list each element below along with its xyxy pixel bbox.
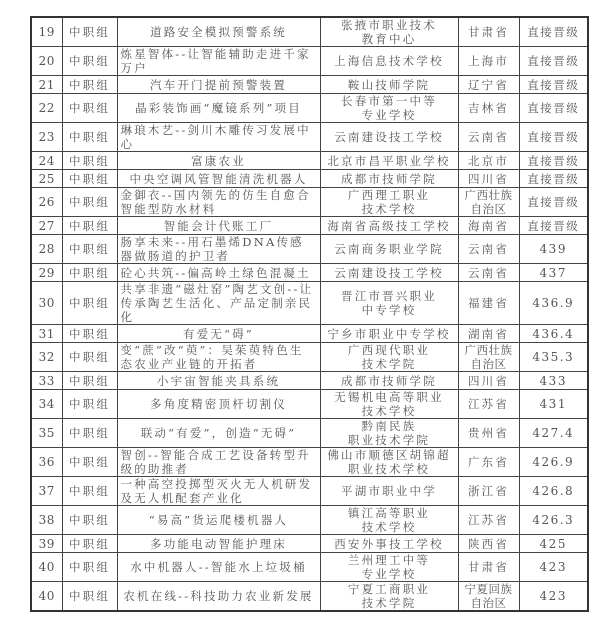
province-name-line: 浙江省 <box>467 484 510 498</box>
school-name-line: 教育中心 <box>361 32 417 46</box>
result-cell: 直接晋级 <box>519 47 588 76</box>
province-name-line: 贵州省 <box>467 426 510 440</box>
result-cell: 435.3 <box>519 343 588 372</box>
province-name-line: 自治区 <box>470 357 507 371</box>
project-name-cell: 小宇宙智能夹具系统 <box>117 372 320 390</box>
group-cell: 中职组 <box>62 325 117 343</box>
province-cell <box>458 582 519 612</box>
table-row <box>31 419 588 448</box>
school-cell <box>320 506 458 535</box>
group-cell: 中职组 <box>62 535 117 553</box>
school-name-line: 黔南民族 <box>361 419 417 433</box>
result-cell: 426.8 <box>519 477 588 506</box>
group-cell: 中职组 <box>62 264 117 282</box>
school-cell <box>320 94 458 123</box>
rank-cell: 39 <box>31 535 62 553</box>
group-cell: 中职组 <box>62 390 117 419</box>
result-cell: 436.4 <box>519 325 588 343</box>
school-cell <box>320 325 458 343</box>
group-cell: 中职组 <box>62 152 117 170</box>
result-cell: 437 <box>519 264 588 282</box>
result-cell: 直接晋级 <box>519 76 588 94</box>
province-name-line: 北京市 <box>467 153 510 168</box>
result-cell: 425 <box>519 535 588 553</box>
province-cell <box>458 372 519 390</box>
result-cell: 426.9 <box>519 448 588 477</box>
province-cell <box>458 419 519 448</box>
project-name-cell: 多功能电动智能护理床 <box>117 535 320 553</box>
rank-cell: 20 <box>31 47 62 76</box>
school-name-line: 技术学校 <box>361 202 417 216</box>
result-cell: 431 <box>519 390 588 419</box>
table-row <box>31 282 588 325</box>
school-name-line: 兰州理工中等 <box>347 553 431 567</box>
province-name-line: 四川省 <box>467 373 510 388</box>
school-name-line: 晋江市晋兴职业 <box>341 289 437 303</box>
school-name-line: 成都市技师学院 <box>341 373 437 388</box>
rank-cell: 36 <box>31 448 62 477</box>
rank-cell: 23 <box>31 123 62 152</box>
rank-cell: 32 <box>31 343 62 372</box>
group-cell: 中职组 <box>62 477 117 506</box>
table-row <box>31 477 588 506</box>
province-name-line: 江苏省 <box>467 513 510 527</box>
school-cell <box>320 170 458 188</box>
province-cell <box>458 448 519 477</box>
province-name-line: 广东省 <box>467 455 510 469</box>
project-name-cell: 中央空调风管智能清洗机器人 <box>117 170 320 188</box>
result-cell: 423 <box>519 582 588 612</box>
school-cell <box>320 123 458 152</box>
school-name-line: 中专学校 <box>361 303 417 317</box>
school-name-line: 云南建设技工学校 <box>334 265 444 280</box>
table-row <box>31 76 588 94</box>
school-name-line: 宁夏工商职业 <box>347 582 431 596</box>
project-name-cell: 富康农业 <box>117 152 320 170</box>
table-row <box>31 448 588 477</box>
school-name-line: 宁乡市职业中专学校 <box>327 326 451 341</box>
rank-cell: 27 <box>31 217 62 235</box>
group-cell: 中职组 <box>62 419 117 448</box>
rank-cell: 24 <box>31 152 62 170</box>
school-name-line: 张掖市职业技术 <box>341 18 437 32</box>
province-name-line: 自治区 <box>470 596 507 610</box>
rank-cell: 30 <box>31 282 62 325</box>
table-row <box>31 235 588 264</box>
school-cell <box>320 264 458 282</box>
province-name-line: 上海市 <box>467 54 510 68</box>
province-name-line: 云南省 <box>467 265 510 280</box>
rank-cell: 34 <box>31 390 62 419</box>
project-name-cell: 智创--智能合成工艺设备转型升级的助推者 <box>117 448 320 477</box>
result-cell: 直接晋级 <box>519 94 588 123</box>
school-name-line: 职业技术学校 <box>347 462 431 476</box>
table-row <box>31 506 588 535</box>
table-row <box>31 152 588 170</box>
province-cell <box>458 94 519 123</box>
province-cell <box>458 76 519 94</box>
school-name-line: 技术学院 <box>361 596 417 610</box>
ranking-table <box>30 16 589 612</box>
school-name-line: 平湖市职业中学 <box>341 484 437 498</box>
school-name-line: 北京市昌平职业学校 <box>327 153 451 168</box>
project-name-cell: 汽车开门提前预警装置 <box>117 76 320 94</box>
project-name-cell: 水中机器人--智能水上垃圾桶 <box>117 553 320 582</box>
result-cell: 427.4 <box>519 419 588 448</box>
school-cell <box>320 535 458 553</box>
result-cell: 426.3 <box>519 506 588 535</box>
province-cell <box>458 282 519 325</box>
table-row <box>31 325 588 343</box>
rank-cell: 40 <box>31 553 62 582</box>
school-cell <box>320 47 458 76</box>
province-cell <box>458 235 519 264</box>
result-cell: 直接晋级 <box>519 170 588 188</box>
project-name-cell: 炼星智体--让智能辅助走进千家万户 <box>117 47 320 76</box>
group-cell: 中职组 <box>62 94 117 123</box>
table-row <box>31 372 588 390</box>
rank-cell: 25 <box>31 170 62 188</box>
project-name-cell: 道路安全模拟预警系统 <box>117 17 320 47</box>
group-cell: 中职组 <box>62 448 117 477</box>
result-cell: 直接晋级 <box>519 123 588 152</box>
school-name-line: 上海信息技术学校 <box>334 54 444 68</box>
group-cell: 中职组 <box>62 76 117 94</box>
table-row <box>31 343 588 372</box>
school-name-line: 广西现代职业 <box>347 343 431 357</box>
table-row <box>31 582 588 612</box>
project-name-cell: 肠享未来--用石墨烯DNA传感器做肠道的护卫者 <box>117 235 320 264</box>
project-name-cell: 琳琅木艺--剑川木雕传习发展中心 <box>117 123 320 152</box>
table-row <box>31 264 588 282</box>
province-cell <box>458 343 519 372</box>
province-name-line: 云南省 <box>467 242 510 256</box>
school-cell <box>320 235 458 264</box>
rank-cell: 29 <box>31 264 62 282</box>
rank-cell: 19 <box>31 17 62 47</box>
school-cell <box>320 553 458 582</box>
province-name-line: 云南省 <box>467 130 510 144</box>
school-cell <box>320 17 458 47</box>
rank-cell: 35 <box>31 419 62 448</box>
group-cell: 中职组 <box>62 553 117 582</box>
province-cell <box>458 217 519 235</box>
school-cell <box>320 152 458 170</box>
province-name-line: 辽宁省 <box>467 77 510 92</box>
result-cell: 直接晋级 <box>519 188 588 217</box>
group-cell: 中职组 <box>62 235 117 264</box>
table-row <box>31 47 588 76</box>
school-name-line: 技术学院 <box>361 357 417 371</box>
province-name-line: 福建省 <box>467 296 510 310</box>
school-name-line: 镇江高等职业 <box>347 506 431 520</box>
table-row <box>31 553 588 582</box>
province-name-line: 甘肃省 <box>467 25 510 39</box>
project-name-cell: 砼心共筑--偏高岭土绿色混凝土 <box>117 264 320 282</box>
province-name-line: 陕西省 <box>467 536 510 551</box>
province-cell <box>458 264 519 282</box>
province-cell <box>458 123 519 152</box>
school-name-line: 成都市技师学院 <box>341 171 437 186</box>
project-name-cell: 一种高空投掷型灭火无人机研发及无人机配套产业化 <box>117 477 320 506</box>
school-cell <box>320 282 458 325</box>
table-row <box>31 170 588 188</box>
result-cell: 直接晋级 <box>519 152 588 170</box>
province-cell <box>458 390 519 419</box>
table-row <box>31 535 588 553</box>
school-cell <box>320 419 458 448</box>
project-name-cell: 多角度精密顶杆切割仪 <box>117 390 320 419</box>
province-cell <box>458 152 519 170</box>
rank-cell: 40 <box>31 582 62 612</box>
group-cell: 中职组 <box>62 123 117 152</box>
school-name-line: 鞍山技师学院 <box>347 77 431 92</box>
province-cell <box>458 17 519 47</box>
school-cell <box>320 372 458 390</box>
ranking-table-body <box>31 17 588 611</box>
province-name-line: 甘肃省 <box>467 560 510 574</box>
rank-cell: 33 <box>31 372 62 390</box>
rank-cell: 21 <box>31 76 62 94</box>
group-cell: 中职组 <box>62 188 117 217</box>
project-name-cell: 金御衣--国内领先的仿生自愈合智能型防水材料 <box>117 188 320 217</box>
school-name-line: 长春市第一中等 <box>341 94 437 108</box>
rank-cell: 28 <box>31 235 62 264</box>
school-name-line: 西安外事技工学校 <box>334 536 444 551</box>
province-name-line: 宁夏回族 <box>464 582 513 596</box>
rank-cell: 31 <box>31 325 62 343</box>
school-name-line: 海南省高级技工学校 <box>327 218 451 233</box>
school-name-line: 技术学校 <box>361 404 417 418</box>
group-cell: 中职组 <box>62 47 117 76</box>
province-name-line: 湖南省 <box>467 326 510 341</box>
result-cell: 436.9 <box>519 282 588 325</box>
school-cell <box>320 188 458 217</box>
province-name-line: 广西壮族 <box>464 188 513 202</box>
project-name-cell: 共享非遗“磁灶窑”陶艺文创--让传承陶艺生活化、产品定制亲民化 <box>117 282 320 325</box>
province-name-line: 海南省 <box>467 218 510 233</box>
project-name-cell: 智能会计代账工厂 <box>117 217 320 235</box>
school-cell <box>320 477 458 506</box>
school-cell <box>320 76 458 94</box>
province-cell <box>458 170 519 188</box>
group-cell: 中职组 <box>62 282 117 325</box>
school-name-line: 云南建设技工学校 <box>334 130 444 144</box>
school-cell <box>320 582 458 612</box>
school-name-line: 技术学校 <box>361 520 417 534</box>
project-name-cell: 有爱无“碍” <box>117 325 320 343</box>
province-cell <box>458 535 519 553</box>
province-name-line: 四川省 <box>467 171 510 186</box>
school-name-line: 专业学校 <box>361 108 417 122</box>
result-cell: 439 <box>519 235 588 264</box>
school-name-line: 职业技术学院 <box>347 433 431 447</box>
province-cell <box>458 553 519 582</box>
table-row <box>31 390 588 419</box>
table-row <box>31 188 588 217</box>
group-cell: 中职组 <box>62 17 117 47</box>
school-cell <box>320 390 458 419</box>
project-name-cell: 变“蔗”改“萸”：吴茱萸特色生态农业产业链的开拓者 <box>117 343 320 372</box>
result-cell: 423 <box>519 553 588 582</box>
province-name-line: 吉林省 <box>467 101 510 115</box>
project-name-cell: 晶彩装饰画“魔镜系列”项目 <box>117 94 320 123</box>
group-cell: 中职组 <box>62 582 117 612</box>
rank-cell: 22 <box>31 94 62 123</box>
province-cell <box>458 506 519 535</box>
group-cell: 中职组 <box>62 343 117 372</box>
province-name-line: 江苏省 <box>467 397 510 411</box>
table-row <box>31 123 588 152</box>
group-cell: 中职组 <box>62 170 117 188</box>
school-cell <box>320 343 458 372</box>
province-name-line: 广西壮族 <box>464 343 513 357</box>
province-cell <box>458 188 519 217</box>
rank-cell: 38 <box>31 506 62 535</box>
rank-cell: 37 <box>31 477 62 506</box>
school-name-line: 云南商务职业学院 <box>334 242 444 256</box>
school-name-line: 广西理工职业 <box>347 188 431 202</box>
rank-cell: 26 <box>31 188 62 217</box>
result-cell: 433 <box>519 372 588 390</box>
province-cell <box>458 325 519 343</box>
group-cell: 中职组 <box>62 506 117 535</box>
project-name-cell: “易高”货运爬楼机器人 <box>117 506 320 535</box>
school-cell <box>320 217 458 235</box>
school-name-line: 专业学校 <box>361 567 417 581</box>
result-cell: 直接晋级 <box>519 217 588 235</box>
group-cell: 中职组 <box>62 372 117 390</box>
province-cell <box>458 47 519 76</box>
province-name-line: 自治区 <box>470 202 507 216</box>
table-row <box>31 17 588 47</box>
project-name-cell: 联动“有爱”，创造“无碍” <box>117 419 320 448</box>
result-cell: 直接晋级 <box>519 17 588 47</box>
table-row <box>31 217 588 235</box>
school-name-line: 无锡机电高等职业 <box>334 390 444 404</box>
group-cell: 中职组 <box>62 217 117 235</box>
school-name-line: 佛山市顺德区胡锦超 <box>327 448 451 462</box>
table-row <box>31 94 588 123</box>
province-cell <box>458 477 519 506</box>
school-cell <box>320 448 458 477</box>
project-name-cell: 农机在线--科技助力农业新发展 <box>117 582 320 612</box>
